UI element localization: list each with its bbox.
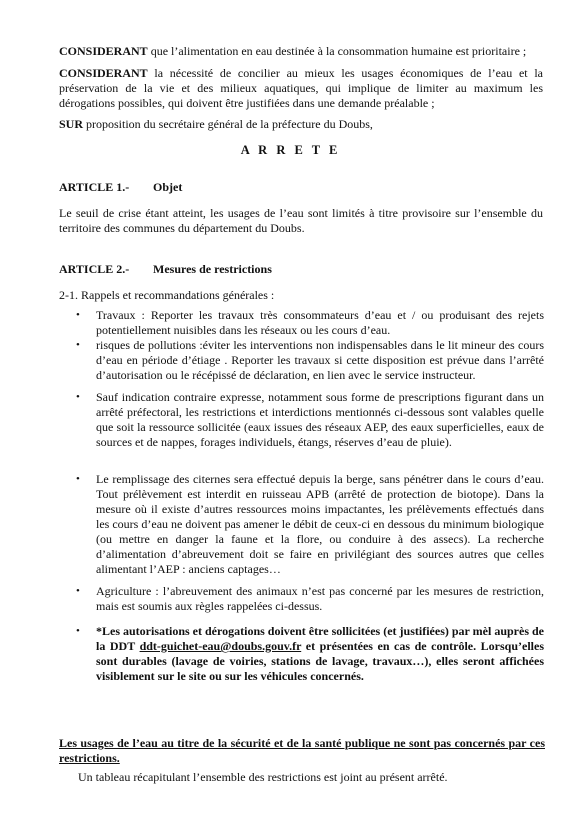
sur-text: proposition du secrétaire général de la préfecture du Doubs, (83, 117, 373, 131)
bullet-text: Sauf indication contraire expresse, notamment sous forme de prescriptions figurant dans un arrêté préfectoral, les restrictions et interdictions mentionnés ci-dessous sont valables quelle que soit la ressource sollicitée (eaux issues des réseaux AEP, des eaux superficielles, eaux de sources et de nappes, forages individuels, étangs, réserves d’eau de pluie). (96, 390, 544, 449)
bullet-icon: • (76, 473, 80, 485)
bullet-icon: • (76, 625, 80, 637)
authorizations-text: *Les autorisations et dérogations doivent être sollicitées (et justifiées) par mèl auprès de la DDT (96, 624, 544, 653)
email-link[interactable]: ddt-guichet-eau@doubs.gouv.fr (139, 639, 302, 653)
bullet-icon: • (76, 309, 80, 321)
arrete-title: A R R E T E (240, 143, 341, 157)
considerant-2 (59, 66, 543, 111)
bullet-icon: • (76, 339, 80, 351)
security-note: Les usages de l’eau au titre de la sécurité et de la santé publique ne sont pas concernés par ces restrictions. (59, 736, 545, 765)
article-2-subsection: 2-1. Rappels et recommandations générales : (59, 288, 275, 302)
bullet-text: Travaux : Reporter les travaux très consommateurs d’eau et / ou produisant des rejets potentiellement nuisibles dans les réseaux ou les cours d’eau. (96, 308, 544, 337)
bullet-text: risques de pollutions :éviter les interventions non indispensables dans le lit mineur des cours d’eau en période d’étiage . Reporter les travaux si cette disposition est prévue dans l’arrêté d’autorisation ou le récépissé de déclaration, en lien avec le service instructeur. (96, 338, 544, 382)
bullet-icon: • (76, 585, 80, 597)
final-statement: Un tableau récapitulant l’ensemble des restrictions est joint au présent arrêté. (78, 770, 448, 784)
article-2-heading (59, 262, 272, 277)
bullet-text: Le remplissage des citernes sera effectué depuis la berge, sans pénétrer dans le cours d’eau. Tout prélèvement est interdit en ruisseau APB (arrêté de protection de biotope). Dans la mesure où il existe d’autres ressources moins impactantes, les prélèvements effectués dans les cours d’eau ne doivent pas amener le débit de ceux-ci en dessous du minimum biologique (ou mettre en danger la faune et la flore, ou conduire à des assecs). La recherche d’alimentation d’abreuvement doit se faire en privilégiant des sources autres que celles alimentant l’AEP : anciens captages… (96, 472, 544, 576)
article-2-number: ARTICLE 2.- (59, 262, 130, 276)
article-1-number: ARTICLE 1.- (59, 180, 130, 194)
considerant-text: la nécessité de concilier au mieux les usages économiques de l’eau et la préservation de la vie et des milieux aquatiques, qui implique de limiter au maximum les dérogations possibles, qui doivent être justifiées dans une demande préalable ; (59, 66, 543, 110)
considerant-keyword: CONSIDERANT (59, 44, 148, 58)
bullet-text (96, 624, 544, 684)
bullet-text: Agriculture : l’abreuvement des animaux n’est pas concerné par les mesures de restriction, mais est soumis aux règles rappelées ci-dessus. (96, 584, 544, 613)
considerant-keyword: CONSIDERANT (59, 66, 148, 80)
bullet-icon: • (76, 391, 80, 403)
sur-keyword: SUR (59, 117, 84, 131)
article-1-title: Objet (153, 180, 183, 194)
article-1-heading (59, 180, 182, 195)
considerant-1 (59, 44, 543, 59)
article-1-body: Le seuil de crise étant atteint, les usages de l’eau sont limités à titre provisoire sur l’ensemble du territoire des communes du département du Doubs. (59, 206, 543, 235)
sur-proposition (59, 117, 543, 132)
considerant-text: que l’alimentation en eau destinée à la consommation humaine est prioritaire ; (147, 44, 527, 58)
article-2-title: Mesures de restrictions (153, 262, 272, 276)
authorizations-text-end: et présentées en cas de contrôle. Lorsqu’elles sont durables (lavage de voiries, stations de lavage, travaux…), elles seront affichées visiblement sur le site ou sur les véhicules concernés. (96, 639, 545, 683)
